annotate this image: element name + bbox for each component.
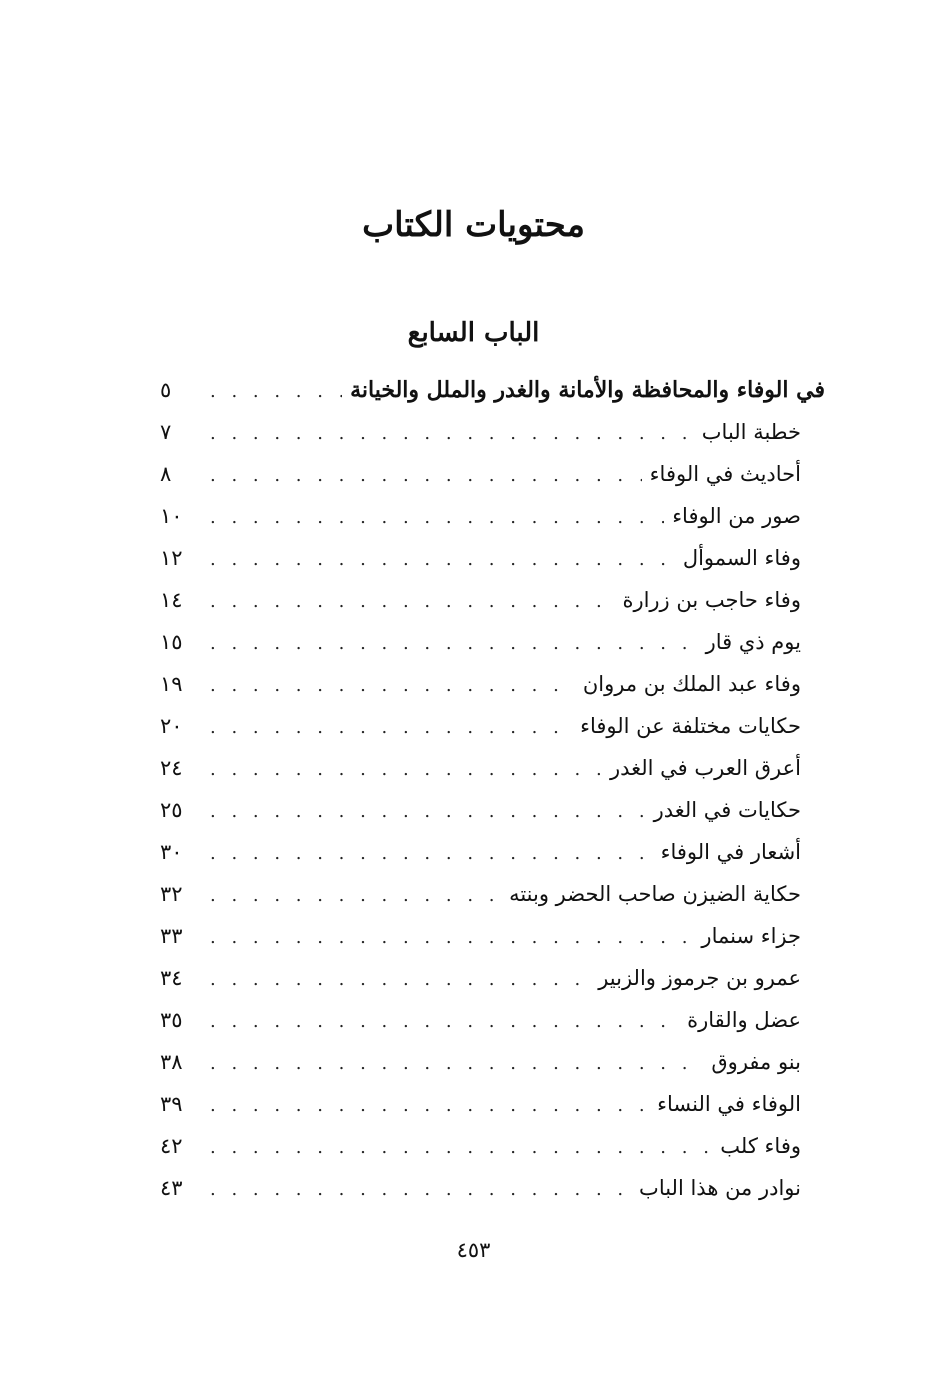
dot-leader [210, 1085, 649, 1127]
toc-entry-page: ٣٩ [160, 1092, 183, 1116]
toc-entry-title: خطبة الباب [701, 420, 801, 444]
toc-entry [160, 747, 825, 789]
toc-entry-page: ٣٥ [160, 1008, 183, 1032]
toc-entry [160, 537, 825, 579]
dot-leader [210, 791, 646, 833]
toc-entry [160, 1125, 825, 1167]
toc-entry-title: عضل والقارة [687, 1008, 801, 1032]
toc-entry-page: ١٠ [160, 504, 183, 528]
toc-entry-title: نوادر من هذا الباب [639, 1176, 801, 1200]
toc-entry-title: صور من الوفاء [672, 504, 801, 528]
toc-entry [160, 579, 825, 621]
page-number: ٤٥٣ [456, 1238, 491, 1262]
toc-entry-title: أعرق العرب في الغدر [609, 756, 801, 780]
toc-entry-title: حكايات في الغدر [653, 798, 801, 822]
dot-leader [210, 497, 664, 539]
toc-entry [160, 999, 825, 1041]
toc-entry-page: ٤٢ [160, 1134, 183, 1158]
toc-entry-page: ٢٥ [160, 798, 183, 822]
dot-leader [210, 1127, 712, 1169]
toc-entry-page: ٢٤ [160, 756, 183, 780]
dot-leader [210, 959, 590, 1001]
toc-entry-page: ٣٤ [160, 966, 183, 990]
toc-entry-title: وفاء السموأل [682, 546, 801, 570]
dot-leader [210, 749, 602, 791]
dot-leader [210, 833, 653, 875]
toc-entry [160, 663, 825, 705]
dot-leader [210, 1001, 679, 1043]
toc-entry-title: بنو مفروق [711, 1050, 801, 1074]
toc-entry-title: في الوفاء والمحافظة والأمانة والغدر والملل والخيانة [350, 377, 825, 403]
dot-leader [210, 1169, 631, 1211]
dot-leader [210, 413, 694, 455]
dot-leader [210, 1043, 703, 1085]
toc-entry [160, 1041, 825, 1083]
toc-entry-title: حكايات مختلفة عن الوفاء [580, 714, 801, 738]
toc-entry [160, 789, 825, 831]
dot-leader [210, 455, 642, 497]
toc-entry [160, 957, 825, 999]
toc-entry-title: أحاديث في الوفاء [649, 462, 801, 486]
toc-entry-page: ٣٣ [160, 924, 183, 948]
toc-entry-page: ٣٨ [160, 1050, 183, 1074]
toc-entry-page: ١٩ [160, 672, 183, 696]
toc-entry-title: الوفاء في النساء [657, 1092, 801, 1116]
toc-entry-page: ١٥ [160, 630, 183, 654]
toc-entry-title: وفاء كلب [720, 1134, 801, 1158]
toc-entry-page: ٣٢ [160, 882, 183, 906]
toc-entry-page: ٨ [160, 462, 172, 486]
dot-leader [210, 875, 501, 917]
chapter-heading: الباب السابع [407, 318, 540, 348]
toc-entry-page: ١٤ [160, 588, 183, 612]
toc-entry-page: ٣٠ [160, 840, 183, 864]
dot-leader [210, 539, 675, 581]
toc-entry-title: حكاية الضيزن صاحب الحضر وبنته [509, 882, 801, 906]
toc-entry-page: ٤٣ [160, 1176, 183, 1200]
toc-entry [160, 621, 825, 663]
toc-entry-page: ٢٠ [160, 714, 183, 738]
toc-entry [160, 1167, 825, 1209]
toc-entry [160, 411, 825, 453]
toc-entry-title: جزاء سنمار [701, 924, 801, 948]
toc-entry [160, 369, 825, 411]
toc-entry [160, 453, 825, 495]
page-title: محتويات الكتاب [362, 205, 585, 245]
toc-entry [160, 873, 825, 915]
dot-leader [210, 665, 575, 707]
dot-leader [210, 707, 572, 749]
toc-entry [160, 831, 825, 873]
toc-entry-title: أشعار في الوفاء [660, 840, 801, 864]
toc-entry-page: ٥ [160, 378, 172, 402]
toc-entry [160, 495, 825, 537]
toc-entry-title: عمرو بن جرموز والزبير [598, 966, 801, 990]
dot-leader [210, 917, 693, 959]
toc-entry [160, 915, 825, 957]
dot-leader [210, 623, 698, 665]
toc-entry-title: وفاء عبد الملك بن مروان [582, 672, 801, 696]
toc-entry-title: وفاء حاجب بن زرارة [622, 588, 801, 612]
toc-entry-title: يوم ذي قار [705, 630, 801, 654]
dot-leader [210, 581, 614, 623]
toc-entry [160, 1083, 825, 1125]
table-of-contents [160, 369, 825, 1209]
toc-entry-page: ٧ [160, 420, 172, 444]
dot-leader [210, 371, 342, 413]
toc-entry [160, 705, 825, 747]
toc-entry-page: ١٢ [160, 546, 183, 570]
